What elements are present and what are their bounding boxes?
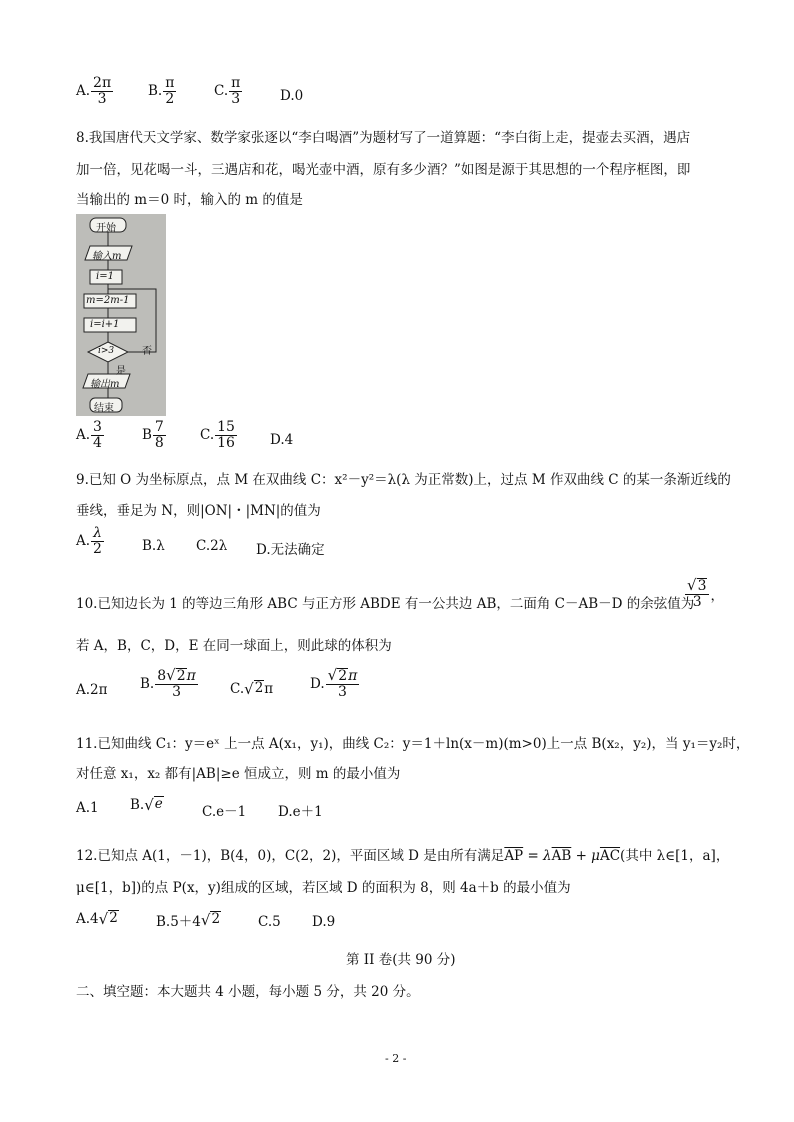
q7-a-fraction: $\frac{2\pi}{3}$ bbox=[93, 75, 112, 107]
q9-option-c: C.2λ bbox=[196, 538, 228, 554]
q8-line-3: 当输出的 m＝0 时，输入的 m 的值是 bbox=[76, 192, 303, 208]
vector-ab: $\overline{AB}$ bbox=[551, 848, 572, 864]
flow-condition: i>3 bbox=[98, 346, 115, 356]
q9-option-b: B.λ bbox=[142, 538, 165, 554]
q12-line-2: μ∈[1，b])的点 P(x，y)组成的区域，若区域 D 的面积为 8，则 4a＋b 的最小值为 bbox=[76, 880, 571, 896]
q12-option-a: A.4 √ 2 bbox=[76, 910, 118, 928]
q10-option-c: C. √ 2 π bbox=[230, 680, 274, 698]
q7-option-b: B. $\frac{\pi}{2}$ bbox=[148, 75, 175, 107]
q11-line-2: 对任意 x₁，x₂ 都有|AB|≥e 恒成立，则 m 的最小值为 bbox=[76, 766, 401, 782]
q10-cosine-value: √ 3 3 ， bbox=[687, 576, 724, 611]
flow-yes-label: 是 bbox=[116, 366, 126, 377]
q7-option-c: C. $\frac{\pi}{3}$ bbox=[214, 75, 241, 107]
q8-line-1: 8.我国唐代天文学家、数学家张逐以“李白喝酒”为题材写了一道算题：“李白街上走，提壶去买酒，遇店 bbox=[76, 130, 691, 146]
vector-ac: $\overline{AC}$ bbox=[599, 848, 621, 864]
q7-option-a bbox=[76, 76, 114, 106]
q11-option-c: C.e－1 bbox=[202, 804, 247, 820]
q11-line-1: 11.已知曲线 C₁：y＝eˣ 上一点 A(x₁，y₁)，曲线 C₂：y＝1＋ln(x－m)(m>0)上一点 B(x₂，y₂)，当 y₁＝y₂时， bbox=[76, 736, 750, 752]
q10-line-2: 若 A，B，C，D，E 在同一球面上，则此球的体积为 bbox=[76, 638, 392, 654]
q8-option-b: B $\frac{7}{8}$ bbox=[142, 419, 164, 451]
q12-option-c: C.5 bbox=[258, 914, 281, 930]
q11-option-b: B. √ e bbox=[130, 796, 163, 814]
q9-option-d: D.无法确定 bbox=[256, 542, 325, 558]
q8-option-c: C. $\frac{15}{16}$ bbox=[200, 419, 235, 451]
flow-init: i=1 bbox=[96, 271, 114, 282]
flow-no-label: 否 bbox=[142, 346, 152, 357]
q10-option-a: A.2π bbox=[76, 682, 108, 698]
q7-c-fraction: $\frac{\pi}{3}$ bbox=[231, 75, 241, 107]
q8-option-d: D.4 bbox=[270, 432, 294, 448]
page-number: - 2 - bbox=[385, 1052, 407, 1065]
q12-line-1: 12.已知点 A(1，－1)，B(4，0)，C(2，2)，平面区域 D 是由所有满足$\overline{AP} = \lambda\overline{AB} + \mu\overline{AC}$(其中 λ∈[1，a]， bbox=[76, 848, 730, 864]
flow-start: 开始 bbox=[96, 223, 116, 234]
vector-ap: $\overline{AP}$ bbox=[504, 848, 524, 864]
q9-line-1: 9.已知 O 为坐标原点，点 M 在双曲线 C：x²－y²＝λ(λ 为正常数)上，过点 M 作双曲线 C 的某一条渐近线的 bbox=[76, 472, 731, 488]
q12-option-b: B.5＋4 √ 2 bbox=[156, 911, 221, 930]
q7-a-label: A. bbox=[76, 83, 91, 100]
q8-option-a: A. $\frac{3}{4}$ bbox=[76, 419, 102, 451]
fill-in-instructions: 二、填空题：本大题共 4 小题，每小题 5 分，共 20 分。 bbox=[76, 984, 420, 1000]
flow-input: 输入m bbox=[92, 251, 122, 262]
flow-output: 输出m bbox=[90, 379, 120, 390]
q7-b-fraction: $\frac{\pi}{2}$ bbox=[165, 75, 175, 107]
q7-option-d: D.0 bbox=[280, 88, 304, 104]
q10-line-1: 10.已知边长为 1 的等边三角形 ABC 与正方形 ABDE 有一公共边 AB，二面角 C－AB－D 的余弦值为 bbox=[76, 596, 695, 612]
q10-option-b: B. 8 √ 2 π 3 bbox=[140, 666, 196, 701]
q9-option-a: A. $\frac{\lambda}{2}$ bbox=[76, 525, 102, 557]
q11-option-a: A.1 bbox=[76, 800, 99, 816]
section-title: 第 II 卷(共 90 分) bbox=[346, 952, 456, 968]
flow-step-m: m=2m-1 bbox=[86, 295, 130, 306]
q11-option-d: D.e＋1 bbox=[278, 804, 323, 820]
flow-end: 结束 bbox=[94, 403, 114, 414]
q8-line-2: 加一倍，见花喝一斗，三遇店和花，喝光壶中酒，原有多少酒？”如图是源于其思想的一个程序框图，即 bbox=[76, 162, 691, 178]
q12-option-d: D.9 bbox=[312, 914, 336, 930]
q10-option-d: D. √ 2 π 3 bbox=[310, 666, 358, 701]
q8-flowchart bbox=[76, 214, 166, 416]
flow-step-i: i=i+1 bbox=[90, 319, 120, 330]
q9-line-2: 垂线，垂足为 N，则|ON|・|MN|的值为 bbox=[76, 503, 321, 519]
